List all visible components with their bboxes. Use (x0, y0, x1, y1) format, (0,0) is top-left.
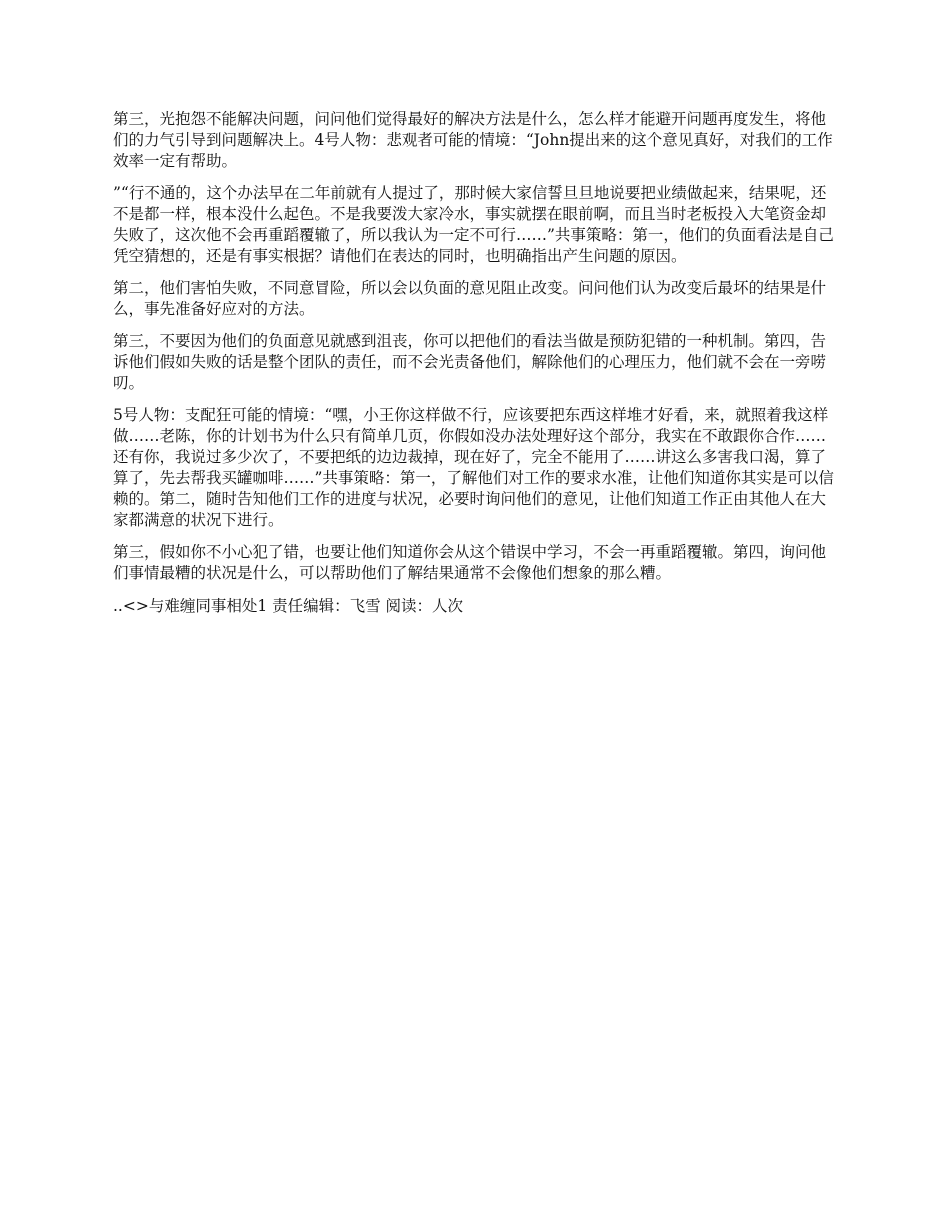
paragraph: 第二，他们害怕失败，不同意冒险，所以会以负面的意见阻止改变。问问他们认为改变后最坏的结果是什么，事先准备好应对的方法。 (113, 279, 827, 318)
paragraph: 5号人物：支配狂可能的情境：“嘿，小王你这样做不行，应该要把东西这样堆才好看，来，就照着我这样做……老陈，你的计划书为什么只有简单几页，你假如没办法处理好这个部分，我实在不敢跟你合作……还有你，我说过多少次了，不要把纸的边边裁掉，现在好了，完全不能用了……讲这么多害我口渴，算了算了，先去帮我买罐咖啡……”共事策略：第一，了解他们对工作的要求水准，让他们知道你其实是可以信赖的。第二，随时告知他们工作的进度与状况，必要时询问他们的意见，让他们知道工作正由其他人在大家都满意的状况下进行。 (113, 406, 834, 529)
paragraph: 第三，假如你不小心犯了错，也要让他们知道你会从这个错误中学习，不会一再重蹈覆辙。第四，询问他们事情最糟的状况是什么，可以帮助他们了解结果通常不会像他们想象的那么糟。 (113, 543, 827, 582)
footer-line: ..<>与难缠同事相处1 责任编辑：飞雪 阅读：人次 (113, 597, 464, 615)
paragraph: 第三，不要因为他们的负面意见就感到沮丧，你可以把他们的看法当做是预防犯错的一种机制。第四，告诉他们假如失败的话是整个团队的责任，而不会光责备他们，解除他们的心理压力，他们就不会在一旁唠叨。 (113, 332, 827, 392)
paragraph: 第三，光抱怨不能解决问题，问问他们觉得最好的解决方法是什么，怎么样才能避开问题再度发生，将他们的力气引导到问题解决上。4号人物：悲观者可能的情境：“John提出来的这个意见真好，对我们的工作效率一定有帮助。 (113, 110, 833, 170)
paragraph: ”“行不通的，这个办法早在二年前就有人提过了，那时候大家信誓旦旦地说要把业绩做起来，结果呢，还不是都一样，根本没什么起色。不是我要泼大家冷水，事实就摆在眼前啊，而且当时老板投入大笔资金却失败了，这次他不会再重蹈覆辙了，所以我认为一定不可行……”共事策略：第一，他们的负面看法是自己凭空猜想的，还是有事实根据？请他们在表达的同时，也明确指出产生问题的原因。 (113, 184, 834, 265)
document-body (113, 109, 839, 628)
